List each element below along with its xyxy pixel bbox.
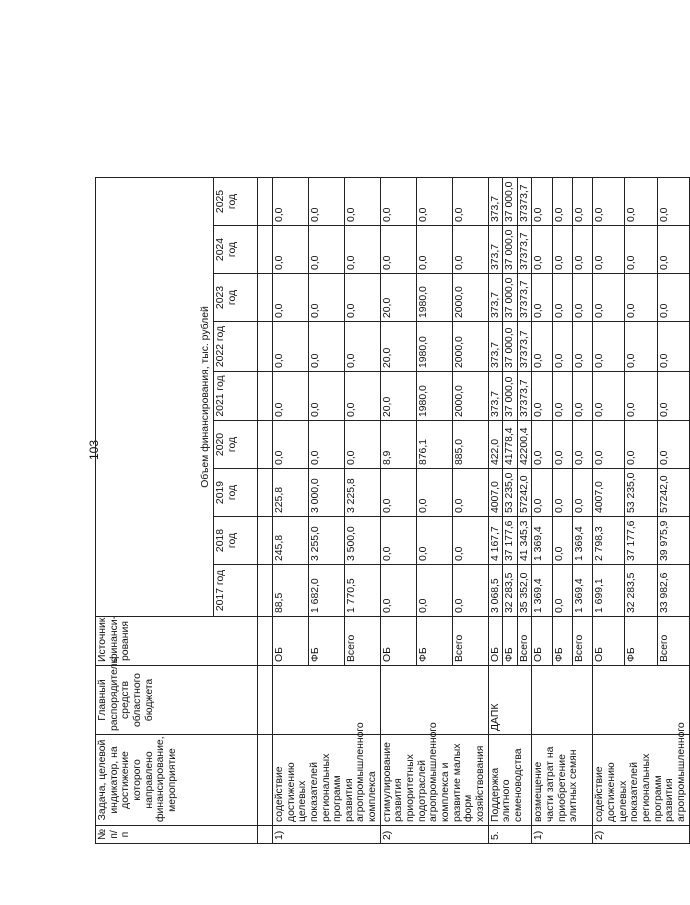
row-number: 5. bbox=[488, 826, 532, 844]
funding-value: 0,0 bbox=[552, 469, 572, 517]
funding-value: 0,0 bbox=[593, 322, 625, 372]
funding-value: 0,0 bbox=[573, 226, 593, 274]
funding-value: 422,0 bbox=[488, 421, 503, 469]
funding-value: 3 500,0 bbox=[344, 517, 380, 565]
funding-value: 0,0 bbox=[416, 469, 452, 517]
funding-value: 35 352,0 bbox=[517, 565, 532, 617]
funding-source: ОБ bbox=[593, 617, 625, 666]
funding-value: 0,0 bbox=[308, 372, 344, 421]
funding-value: 0,0 bbox=[573, 274, 593, 322]
funding-value: 0,0 bbox=[416, 226, 452, 274]
header-task: Задача, целевой индикатор, на достижение которого направлено финансирование, мероприятие bbox=[96, 735, 258, 826]
funding-source: ОБ bbox=[532, 617, 552, 666]
funding-value: 39 975,9 bbox=[657, 517, 689, 565]
funding-value: 0,0 bbox=[380, 469, 416, 517]
funding-value: 0,0 bbox=[552, 226, 572, 274]
funding-value: 0,0 bbox=[532, 226, 552, 274]
funding-value: 37 000,0 bbox=[503, 372, 518, 421]
funding-value: 0,0 bbox=[380, 517, 416, 565]
funding-value: 37 000,0 bbox=[503, 226, 518, 274]
funding-source: ФБ bbox=[503, 617, 518, 666]
funding-table bbox=[95, 177, 690, 844]
funding-value: 37373,7 bbox=[517, 177, 532, 225]
funding-source: Всего bbox=[452, 617, 488, 666]
funding-value: 0,0 bbox=[532, 322, 552, 372]
funding-value: 0,0 bbox=[452, 565, 488, 617]
funding-value: 0,0 bbox=[593, 177, 625, 225]
funding-value: 0,0 bbox=[657, 372, 689, 421]
funding-value: 0,0 bbox=[273, 226, 309, 274]
funding-value: 0,0 bbox=[532, 177, 552, 225]
funding-value: 1 369,4 bbox=[532, 565, 552, 617]
funding-value: 0,0 bbox=[452, 177, 488, 225]
funding-value: 1 369,4 bbox=[573, 565, 593, 617]
funding-value: 1980,0 bbox=[416, 274, 452, 322]
funding-value: 876,1 bbox=[416, 421, 452, 469]
funding-value: 0,0 bbox=[344, 421, 380, 469]
funding-value: 0,0 bbox=[452, 226, 488, 274]
funding-value: 0,0 bbox=[552, 565, 572, 617]
funding-value: 245,8 bbox=[273, 517, 309, 565]
funding-value: 37 000,0 bbox=[503, 322, 518, 372]
funding-value: 37373,7 bbox=[517, 322, 532, 372]
funding-value: 8,9 bbox=[380, 421, 416, 469]
funding-value: 1980,0 bbox=[416, 322, 452, 372]
funding-value: 1 770,5 bbox=[344, 565, 380, 617]
funding-value: 0,0 bbox=[593, 421, 625, 469]
funding-value: 2000,0 bbox=[452, 322, 488, 372]
funding-source: ОБ bbox=[273, 617, 309, 666]
funding-value: 37373,7 bbox=[517, 372, 532, 421]
funding-value: 37 177,6 bbox=[503, 517, 518, 565]
funding-value: 3 255,0 bbox=[308, 517, 344, 565]
funding-value: 0,0 bbox=[552, 274, 572, 322]
funding-value: 0,0 bbox=[552, 517, 572, 565]
funding-value: 2000,0 bbox=[452, 372, 488, 421]
header-num: № п/п bbox=[96, 826, 258, 844]
page-number: 103 bbox=[87, 439, 101, 461]
row-manager bbox=[593, 666, 689, 735]
funding-value: 37 177,6 bbox=[625, 517, 657, 565]
funding-value: 0,0 bbox=[552, 421, 572, 469]
funding-value: 0,0 bbox=[657, 322, 689, 372]
funding-value: 1 369,4 bbox=[532, 517, 552, 565]
funding-value: 373,7 bbox=[488, 372, 503, 421]
funding-value: 0,0 bbox=[657, 421, 689, 469]
funding-value: 0,0 bbox=[573, 372, 593, 421]
header-year: 2024 год bbox=[214, 226, 258, 274]
header-manager: Главный распорядитель средств областного бюджета bbox=[96, 666, 258, 735]
funding-value: 0,0 bbox=[532, 469, 552, 517]
funding-value: 4007,0 bbox=[488, 469, 503, 517]
funding-value: 0,0 bbox=[657, 226, 689, 274]
table-row bbox=[532, 177, 552, 843]
funding-value: 37373,7 bbox=[517, 226, 532, 274]
header-year: 2018 год bbox=[214, 517, 258, 565]
funding-value: 1980,0 bbox=[416, 372, 452, 421]
funding-value: 0,0 bbox=[573, 177, 593, 225]
funding-value: 0,0 bbox=[532, 372, 552, 421]
funding-value: 0,0 bbox=[344, 177, 380, 225]
funding-value: 53 235,0 bbox=[625, 469, 657, 517]
funding-value: 57242,0 bbox=[517, 469, 532, 517]
funding-source: ОБ bbox=[380, 617, 416, 666]
funding-value: 0,0 bbox=[452, 517, 488, 565]
funding-value: 20,0 bbox=[380, 372, 416, 421]
funding-value: 0,0 bbox=[573, 469, 593, 517]
funding-value: 0,0 bbox=[344, 226, 380, 274]
funding-value: 0,0 bbox=[308, 421, 344, 469]
row-task: возмещение части затрат на приобретение элитных семян bbox=[532, 735, 593, 826]
funding-value: 0,0 bbox=[532, 421, 552, 469]
funding-value: 41 345,3 bbox=[517, 517, 532, 565]
table-row bbox=[273, 177, 309, 843]
funding-value: 0,0 bbox=[273, 274, 309, 322]
row-number: 1) bbox=[532, 826, 593, 844]
funding-value: 37 000,0 bbox=[503, 274, 518, 322]
funding-value: 1 369,4 bbox=[573, 517, 593, 565]
funding-value: 1 699,1 bbox=[593, 565, 625, 617]
funding-value: 0,0 bbox=[625, 372, 657, 421]
funding-value: 1 682,0 bbox=[308, 565, 344, 617]
funding-value: 20,0 bbox=[380, 322, 416, 372]
table-row bbox=[380, 177, 416, 843]
funding-value: 0,0 bbox=[532, 274, 552, 322]
funding-value: 0,0 bbox=[344, 274, 380, 322]
row-task: стимулирование развития приоритетных подотраслей агропромышленного комплекса и развитие малых форм хозяйствования bbox=[380, 735, 488, 826]
funding-source: Всего bbox=[344, 617, 380, 666]
funding-value: 32 283,5 bbox=[503, 565, 518, 617]
funding-value: 0,0 bbox=[593, 274, 625, 322]
funding-value: 37373,7 bbox=[517, 274, 532, 322]
funding-value: 3 068,5 bbox=[488, 565, 503, 617]
funding-value: 373,7 bbox=[488, 274, 503, 322]
funding-value: 0,0 bbox=[416, 565, 452, 617]
row-number: 2) bbox=[380, 826, 488, 844]
funding-value: 373,7 bbox=[488, 226, 503, 274]
funding-value: 4007,0 bbox=[593, 469, 625, 517]
row-task: Поддержка элитного семеноводства bbox=[488, 735, 532, 826]
funding-value: 0,0 bbox=[593, 372, 625, 421]
funding-value: 0,0 bbox=[273, 177, 309, 225]
funding-value: 0,0 bbox=[625, 177, 657, 225]
row-manager bbox=[532, 666, 593, 735]
funding-value: 0,0 bbox=[552, 322, 572, 372]
row-number: 2) bbox=[593, 826, 689, 844]
funding-value: 33 982,6 bbox=[657, 565, 689, 617]
funding-source: ОБ bbox=[488, 617, 503, 666]
funding-table-sheet bbox=[95, 179, 687, 844]
funding-value: 2000,0 bbox=[452, 274, 488, 322]
funding-value: 0,0 bbox=[308, 177, 344, 225]
funding-value: 0,0 bbox=[273, 372, 309, 421]
funding-value: 0,0 bbox=[625, 322, 657, 372]
funding-value: 885,0 bbox=[452, 421, 488, 469]
funding-value: 3 000,0 bbox=[308, 469, 344, 517]
funding-value: 0,0 bbox=[625, 226, 657, 274]
funding-value: 0,0 bbox=[552, 177, 572, 225]
funding-value: 32 283,5 bbox=[625, 565, 657, 617]
funding-value: 0,0 bbox=[657, 177, 689, 225]
funding-value: 57242,0 bbox=[657, 469, 689, 517]
row-number: 1) bbox=[273, 826, 381, 844]
funding-source: ФБ bbox=[625, 617, 657, 666]
header-year: 2017 год bbox=[214, 565, 258, 617]
table-row bbox=[593, 177, 625, 843]
header-source: Источник финанси-рования bbox=[96, 617, 258, 666]
funding-source: ФБ bbox=[416, 617, 452, 666]
funding-value: 0,0 bbox=[552, 372, 572, 421]
funding-value: 0,0 bbox=[273, 421, 309, 469]
funding-value: 0,0 bbox=[308, 322, 344, 372]
funding-value: 41778,4 bbox=[503, 421, 518, 469]
funding-value: 42200,4 bbox=[517, 421, 532, 469]
funding-value: 0,0 bbox=[380, 565, 416, 617]
funding-value: 0,0 bbox=[416, 517, 452, 565]
funding-value: 37 000,0 bbox=[503, 177, 518, 225]
funding-value: 0,0 bbox=[416, 177, 452, 225]
funding-value: 2 798,3 bbox=[593, 517, 625, 565]
header-year: 2025 год bbox=[214, 177, 258, 225]
funding-value: 20,0 bbox=[380, 274, 416, 322]
funding-value: 0,0 bbox=[344, 372, 380, 421]
header-year: 2022 год bbox=[214, 322, 258, 372]
funding-source: ФБ bbox=[308, 617, 344, 666]
funding-source: Всего bbox=[517, 617, 532, 666]
table-row bbox=[488, 177, 503, 843]
funding-value: 3 225,8 bbox=[344, 469, 380, 517]
funding-value: 0,0 bbox=[657, 274, 689, 322]
funding-value: 0,0 bbox=[625, 421, 657, 469]
funding-value: 88,5 bbox=[273, 565, 309, 617]
funding-value: 225,8 bbox=[273, 469, 309, 517]
funding-value: 0,0 bbox=[452, 469, 488, 517]
funding-value: 0,0 bbox=[593, 226, 625, 274]
funding-value: 373,7 bbox=[488, 322, 503, 372]
funding-value: 0,0 bbox=[380, 226, 416, 274]
funding-value: 53 235,0 bbox=[503, 469, 518, 517]
header-year: 2019 год bbox=[214, 469, 258, 517]
funding-value: 0,0 bbox=[573, 421, 593, 469]
funding-source: Всего bbox=[573, 617, 593, 666]
funding-source: Всего bbox=[657, 617, 689, 666]
funding-value: 373,7 bbox=[488, 177, 503, 225]
header-volume: Объем финансирования, тыс. рублей bbox=[96, 177, 214, 616]
funding-value: 0,0 bbox=[380, 177, 416, 225]
funding-value: 0,0 bbox=[273, 322, 309, 372]
funding-value: 0,0 bbox=[625, 274, 657, 322]
funding-value: 0,0 bbox=[344, 322, 380, 372]
header-year: 2021 год bbox=[214, 372, 258, 421]
row-task: содействие достижению целевых показателей региональных программ развития агропромышленного bbox=[593, 735, 689, 826]
funding-value: 0,0 bbox=[308, 274, 344, 322]
funding-value: 0,0 bbox=[573, 322, 593, 372]
funding-value: 4 167,7 bbox=[488, 517, 503, 565]
header-year: 2020 год bbox=[214, 421, 258, 469]
row-task: содействие достижению целевых показателей региональных программ развития агропромышленного комплекса bbox=[273, 735, 381, 826]
funding-value: 0,0 bbox=[308, 226, 344, 274]
row-manager: ДАПК bbox=[488, 666, 532, 735]
header-year: 2023 год bbox=[214, 274, 258, 322]
funding-source: ФБ bbox=[552, 617, 572, 666]
